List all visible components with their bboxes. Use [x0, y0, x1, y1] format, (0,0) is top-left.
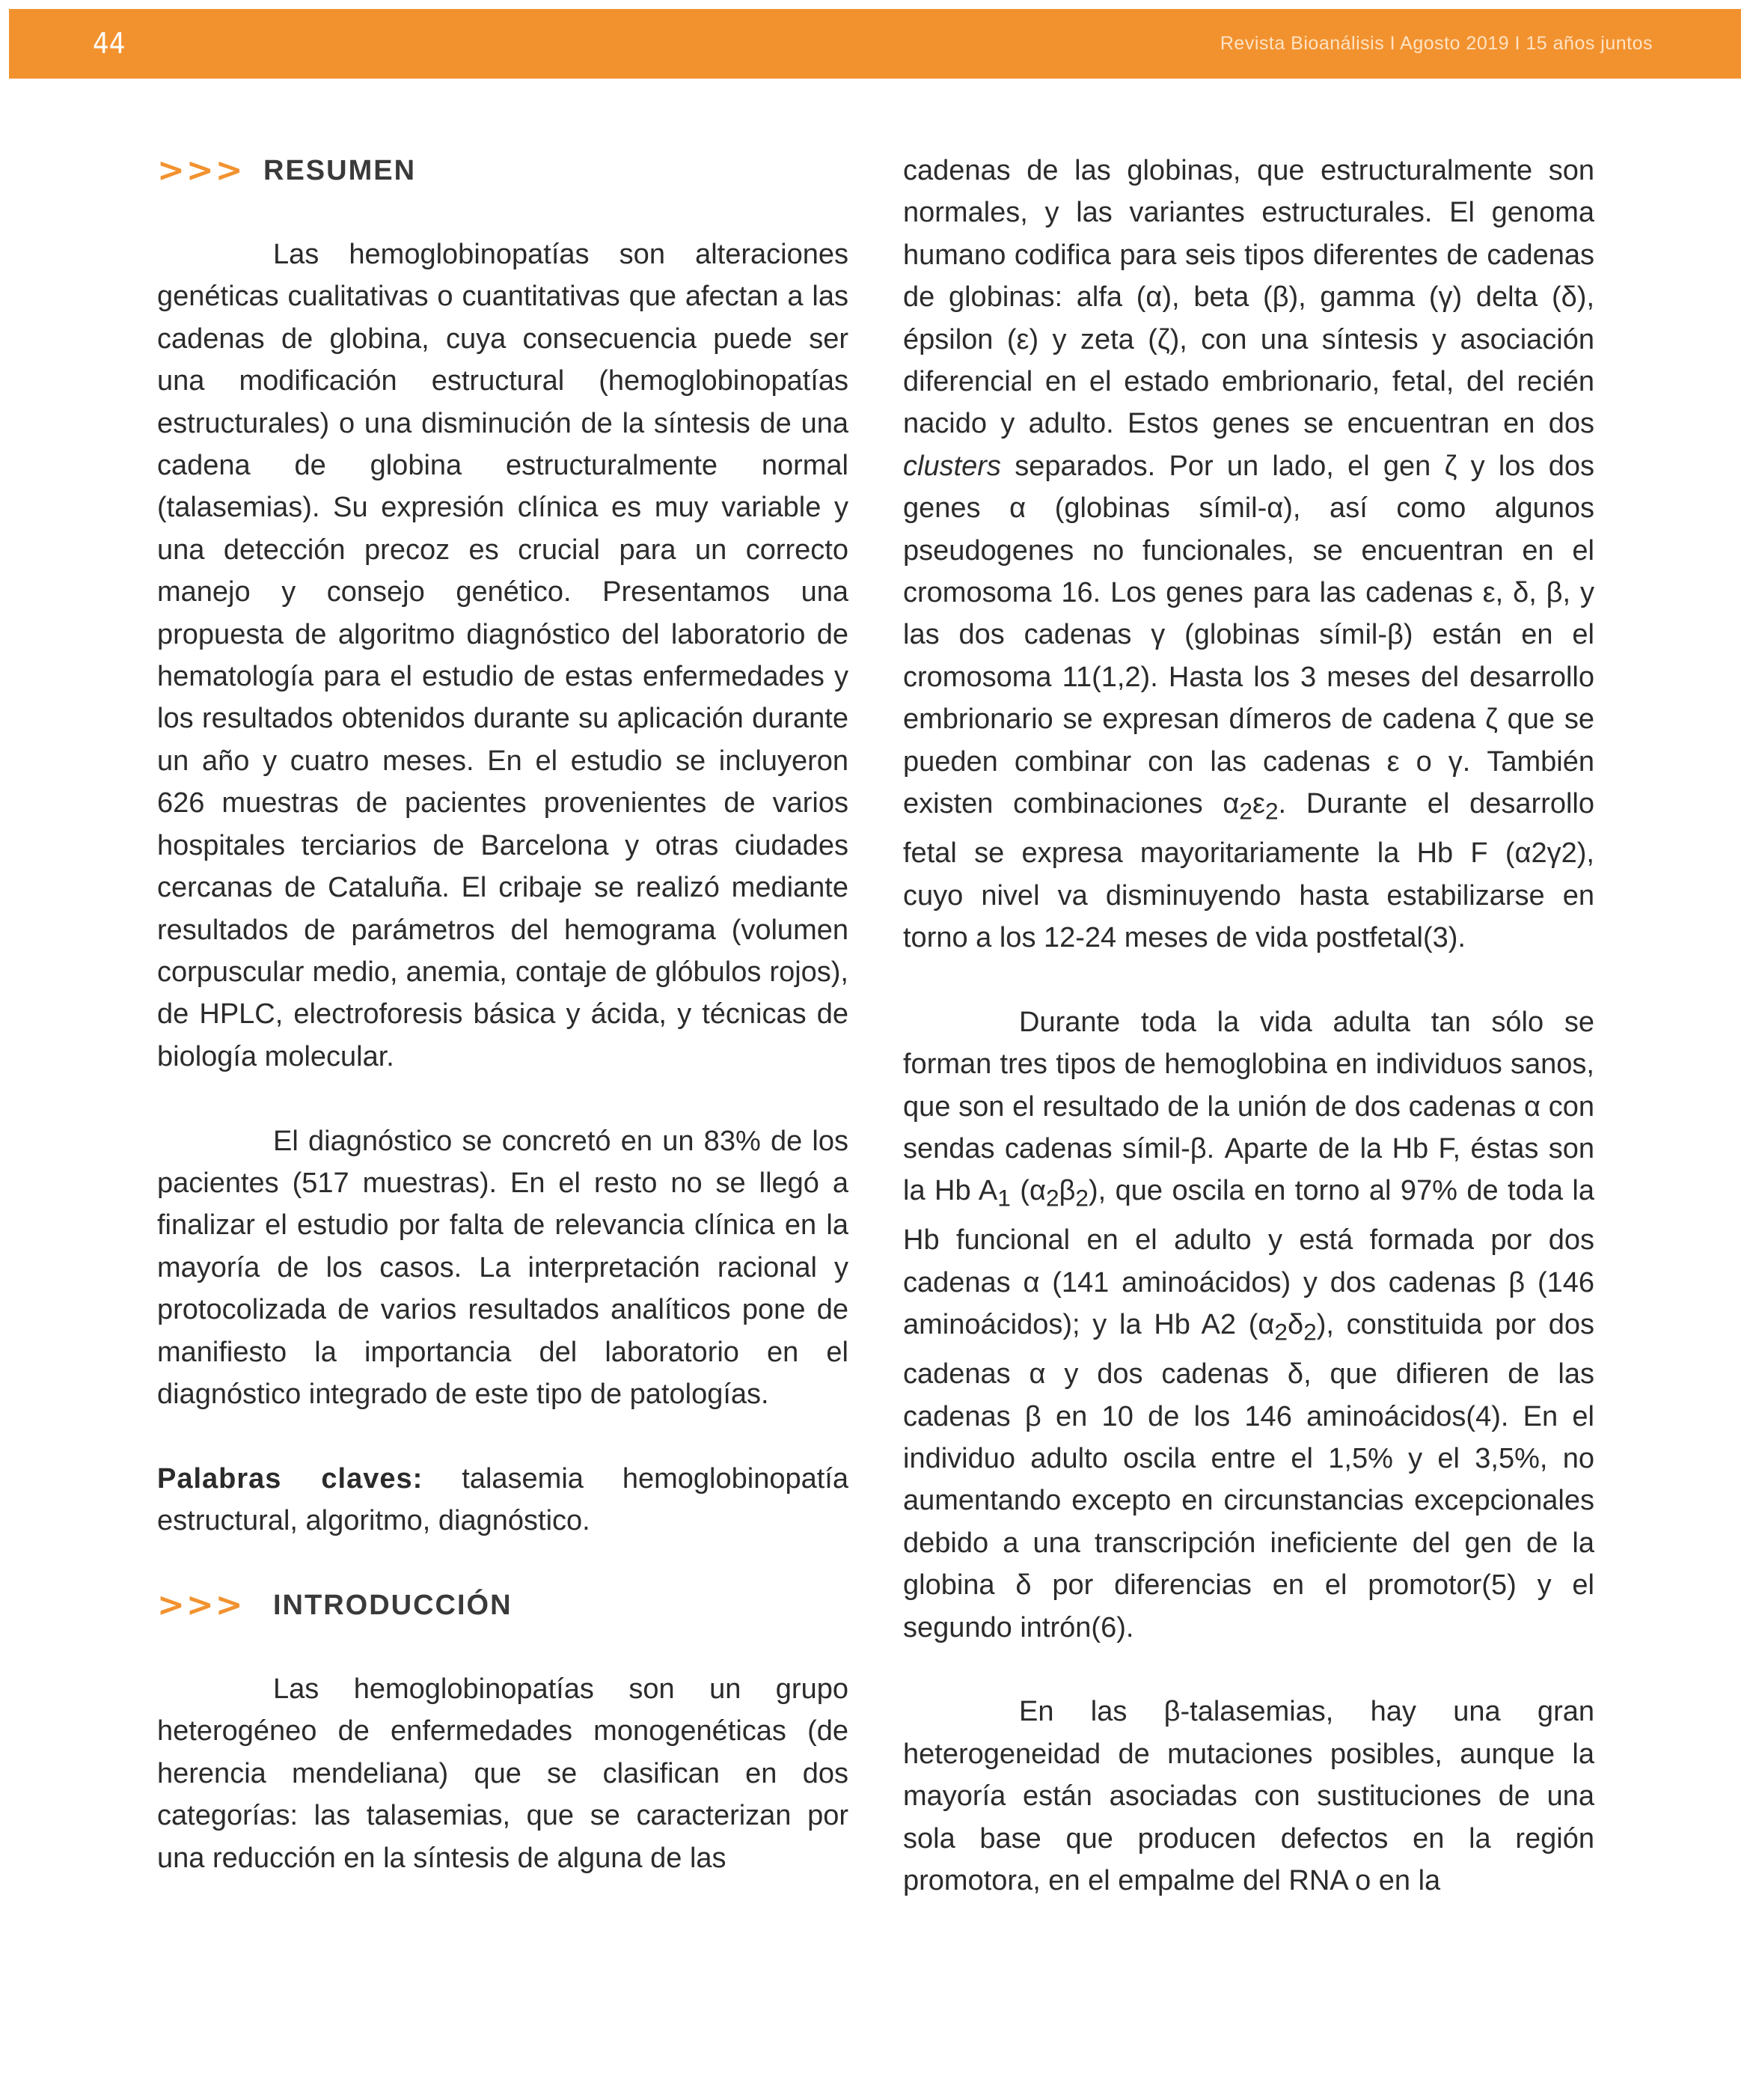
keywords-label: Palabras claves:	[157, 1462, 423, 1495]
section-title: RESUMEN	[263, 154, 417, 186]
text-run: ε	[1252, 788, 1265, 820]
text-run: Durante toda la vida adulta tan sólo se forman tres tipos de hemoglobina en individuos sanos, que son el resultado de la unión de dos cadenas α con sendas cadenas símil-β. Aparte de la Hb F, éstas son la Hb A	[903, 1006, 1594, 1207]
text-run: β	[1059, 1175, 1076, 1207]
text-run: (α	[1010, 1175, 1046, 1207]
text-run: δ	[1287, 1309, 1304, 1341]
subscript: 2	[1274, 1318, 1288, 1346]
right-column	[903, 150, 1594, 1902]
text-run: separados. Por un lado, el gen ζ y los dos genes α (globinas símil-α), así como algunos pseudogenes no funcionales, se encuentran en el cromosoma 16. Los genes para las cadenas ε, δ, β, y las dos cadenas γ (globinas símil-β) están en el cromosoma 11(1,2). Hasta los 3 meses del desarrollo embrionario se expresan dímeros de cadena ζ que se pueden combinar con las cadenas ε o γ. También existen combinaciones α	[903, 450, 1594, 820]
resumen-heading	[157, 150, 848, 192]
text-run: . Durante el desarrollo fetal se expresa mayoritariamente la Hb F (α2γ2), cuyo nivel va disminuyendo hasta estabilizarse en torno a los 12-24 meses de vida postfetal(3).	[903, 788, 1595, 953]
section-title: INTRODUCCIÓN	[273, 1589, 513, 1621]
keywords-text: talasemia hemoglobinopatía estructural, algoritmo, diagnóstico.	[157, 1462, 848, 1537]
resumen-paragraph: El diagnóstico se concretó en un 83% de los pacientes (517 muestras). En el resto no se llegó a finalizar el estudio por falta de relevancia clínica en la mayoría de los casos. La interpretación racional y protocolizada de varios resultados analíticos pone de manifiesto la importancia del laboratorio en el diagnóstico integrado de este tipo de patologías.	[157, 1125, 848, 1410]
italic-term: clusters	[903, 450, 1001, 482]
subscript: 2	[1303, 1318, 1317, 1346]
intro-paragraph: Las hemoglobinopatías son un grupo heterogéneo de enfermedades monogenéticas (de herencia mendeliana) que se clasifican en dos categorías: las talasemias, que se caracterizan por una reducción en la síntesis de alguna de las	[157, 1673, 848, 1874]
resumen-paragraph: Las hemoglobinopatías son alteraciones genéticas cualitativas o cuantitativas que afectan a las cadenas de globina, cuya consecuencia puede ser una modificación estructural (hemoglobinopatías estructurales) o una disminución de la síntesis de una cadena de globina estructuralmente normal (talasemias). Su expresión clínica es muy variable y una detección precoz es crucial para un correcto manejo y consejo genético. Presentamos una propuesta de algoritmo diagnóstico del laboratorio de hematología para el estudio de estas enfermedades y los resultados obtenidos durante su aplicación durante un año y cuatro meses. En el estudio se incluyeron 626 muestras de pacientes provenientes de varios hospitales terciarios de Barcelona y otras ciudades cercanas de Cataluña. El cribaje se realizó mediante resultados de parámetros del hemograma (volumen corpuscular medio, anemia, contaje de glóbulos rojos), de HPLC, electroforesis básica y ácida, y técnicas de biología molecular.	[157, 239, 848, 1072]
text-run: ), que oscila en torno al 97% de toda la Hb funcional en el adulto y está formada por dos cadenas α (141 aminoácidos) y dos cadenas β (146 aminoácidos); y la Hb A2 (α	[903, 1175, 1594, 1341]
keywords	[157, 1458, 848, 1542]
subscript: 2	[1045, 1184, 1059, 1212]
body-paragraph	[903, 1001, 1594, 1649]
introduccion-heading	[157, 1584, 848, 1626]
subscript: 2	[1075, 1184, 1089, 1212]
triple-chevron-icon: >>>	[157, 1585, 245, 1624]
text-run: ), constituida por dos cadenas α y dos cadenas δ, que difieren de las cadenas β en 10 de los 146 aminoácidos(4). En el individuo adulto oscila entre el 1,5% y el 3,5%, no aumentando excepto en circunstancias excepcionales debido a una transcripción ineficiente del gen de la globina δ por diferencias en el promotor(5) y el segundo intrón(6).	[903, 1309, 1594, 1643]
text-run: cadenas de las globinas, que estructuralmente son normales, y las variantes estructurales. El genoma humano codifica para seis tipos diferentes de cadenas de globinas: alfa (α), beta (β), gamma (γ) delta (δ), épsilon (ε) y zeta (ζ), con una síntesis y asociación diferencial en el estado embrionario, fetal, del recién nacido y adulto. Estos genes se encuentran en dos	[903, 155, 1594, 440]
body-paragraph	[903, 150, 1594, 959]
publication-title: Revista Bioanálisis I Agosto 2019 I 15 años juntos	[1220, 33, 1653, 54]
left-column	[157, 150, 848, 1879]
subscript: 1	[997, 1184, 1011, 1212]
subscript: 2	[1264, 797, 1279, 825]
page-number: 44	[93, 27, 126, 60]
body-paragraph: En las β-talasemias, hay una gran heterogeneidad de mutaciones posibles, aunque la mayoría están asociadas con sustituciones de una sola base que producen defectos en la región promotora, en el empalme del RNA o en la	[903, 1696, 1594, 1896]
triple-chevron-icon: >>>	[157, 150, 245, 189]
subscript: 2	[1239, 797, 1252, 825]
